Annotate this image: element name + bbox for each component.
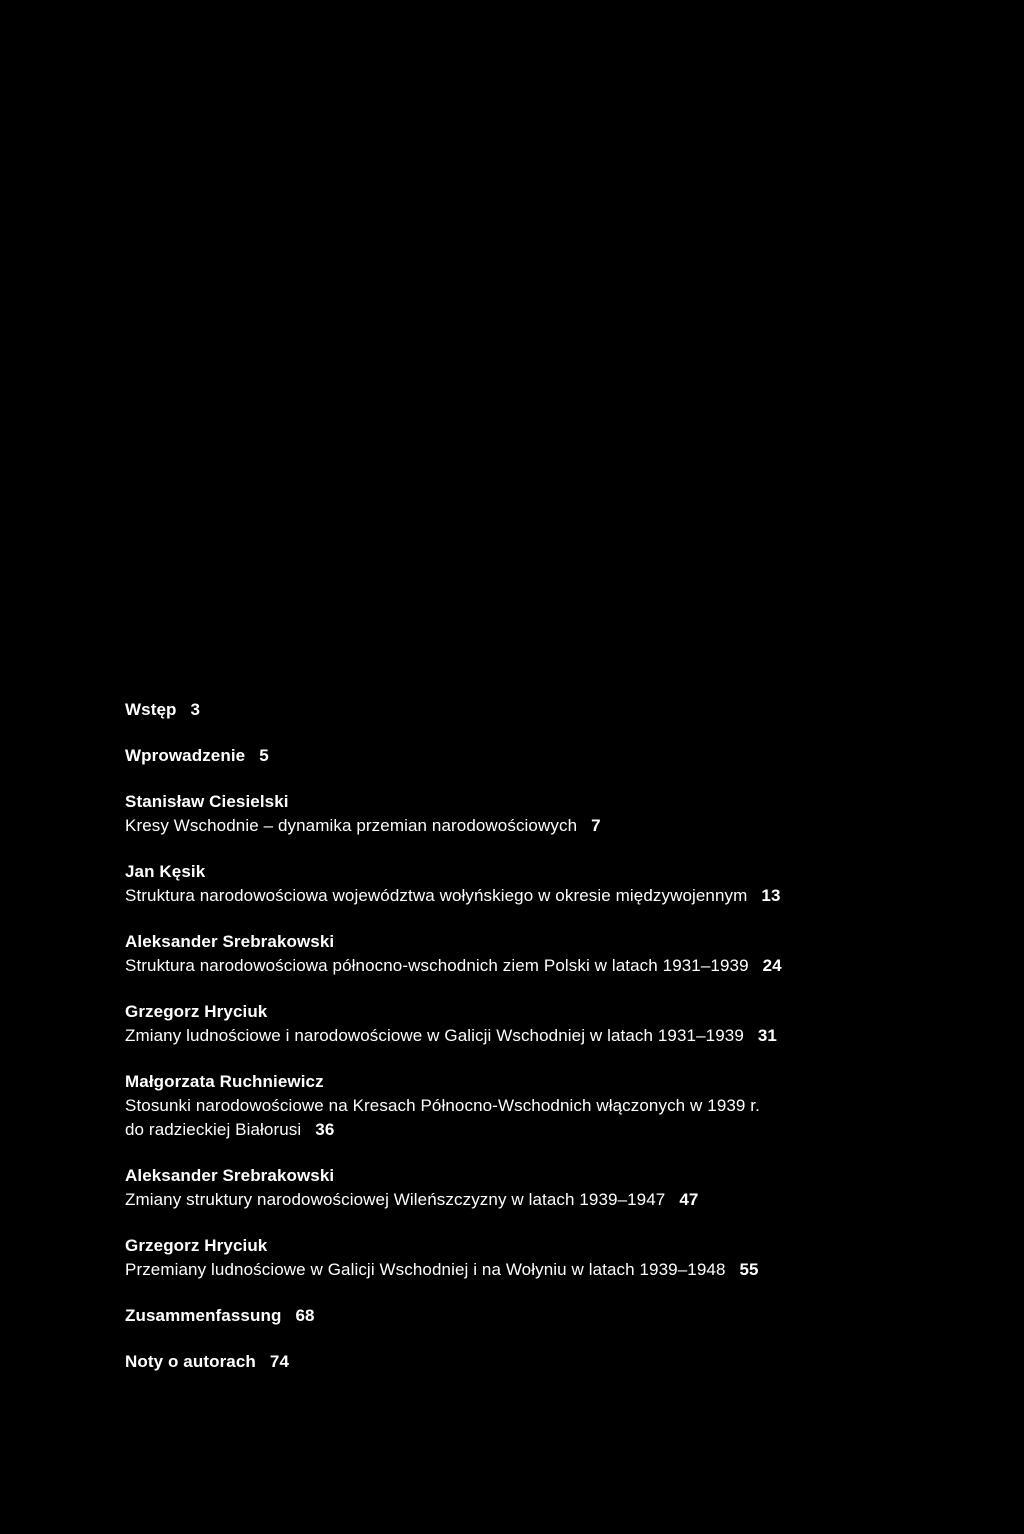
toc-title: Noty o autorach — [125, 1352, 256, 1371]
toc-line — [125, 698, 985, 722]
toc-article-title: Zmiany struktury narodowościowej Wileńszczyzny w latach 1939–1947 — [125, 1190, 666, 1209]
toc-title: Wprowadzenie — [125, 746, 246, 765]
toc-entry-article — [125, 1164, 985, 1212]
toc-line — [125, 1350, 985, 1374]
toc-entry-article — [125, 790, 985, 838]
toc-entry-wprowadzenie — [125, 744, 985, 768]
toc-entry-wstep — [125, 698, 985, 722]
toc-entry-article — [125, 1070, 985, 1142]
toc-article-title-line2: do radzieckiej Białorusi — [125, 1120, 302, 1139]
toc-page-number: 36 — [315, 1120, 335, 1139]
toc-article-title-line1: Stosunki narodowościowe na Kresach Północno-Wschodnich włączonych w 1939 r. — [125, 1096, 760, 1115]
toc-author: Grzegorz Hryciuk — [125, 1002, 268, 1021]
toc-page-number: 3 — [190, 700, 201, 719]
toc-entry-article — [125, 1234, 985, 1282]
table-of-contents — [125, 698, 985, 1374]
toc-article-title: Zmiany ludnościowe i narodowościowe w Galicji Wschodniej w latach 1931–1939 — [125, 1026, 744, 1045]
toc-page-number: 68 — [295, 1306, 315, 1325]
toc-entry-noty — [125, 1350, 985, 1374]
toc-article-title: Struktura narodowościowa północno-wschodnich ziem Polski w latach 1931–1939 — [125, 956, 749, 975]
toc-author: Małgorzata Ruchniewicz — [125, 1072, 324, 1091]
toc-page-number: 24 — [762, 956, 782, 975]
toc-line — [125, 884, 985, 908]
toc-author: Aleksander Srebrakowski — [125, 932, 335, 951]
toc-article-title: Przemiany ludnościowe w Galicji Wschodniej i na Wołyniu w latach 1939–1948 — [125, 1260, 726, 1279]
toc-entry-zusammenfassung — [125, 1304, 985, 1328]
toc-line — [125, 1024, 985, 1048]
toc-page-number: 7 — [591, 816, 601, 835]
toc-page-number: 74 — [269, 1352, 290, 1371]
toc-line — [125, 1304, 985, 1328]
toc-line — [125, 954, 985, 978]
toc-line — [125, 1258, 985, 1282]
toc-entry-article — [125, 860, 985, 908]
toc-line — [125, 1118, 985, 1142]
toc-author: Aleksander Srebrakowski — [125, 1166, 335, 1185]
toc-author: Stanisław Ciesielski — [125, 792, 289, 811]
toc-title: Wstęp — [125, 700, 177, 719]
toc-line — [125, 1188, 985, 1212]
toc-entry-article — [125, 930, 985, 978]
toc-article-title: Kresy Wschodnie – dynamika przemian narodowościowych — [125, 816, 578, 835]
toc-article-title: Struktura narodowościowa województwa wołyńskiego w okresie międzywojennym — [125, 886, 748, 905]
toc-line — [125, 744, 985, 768]
toc-page-number: 47 — [679, 1190, 699, 1209]
toc-title: Zusammenfassung — [125, 1306, 282, 1325]
toc-page-number: 55 — [739, 1260, 759, 1279]
toc-page-number: 31 — [757, 1026, 777, 1045]
toc-author: Grzegorz Hryciuk — [125, 1236, 268, 1255]
toc-author: Jan Kęsik — [125, 862, 206, 881]
toc-page-number: 5 — [259, 746, 269, 765]
toc-entry-article — [125, 1000, 985, 1048]
toc-line — [125, 814, 985, 838]
toc-page-number: 13 — [761, 886, 781, 905]
